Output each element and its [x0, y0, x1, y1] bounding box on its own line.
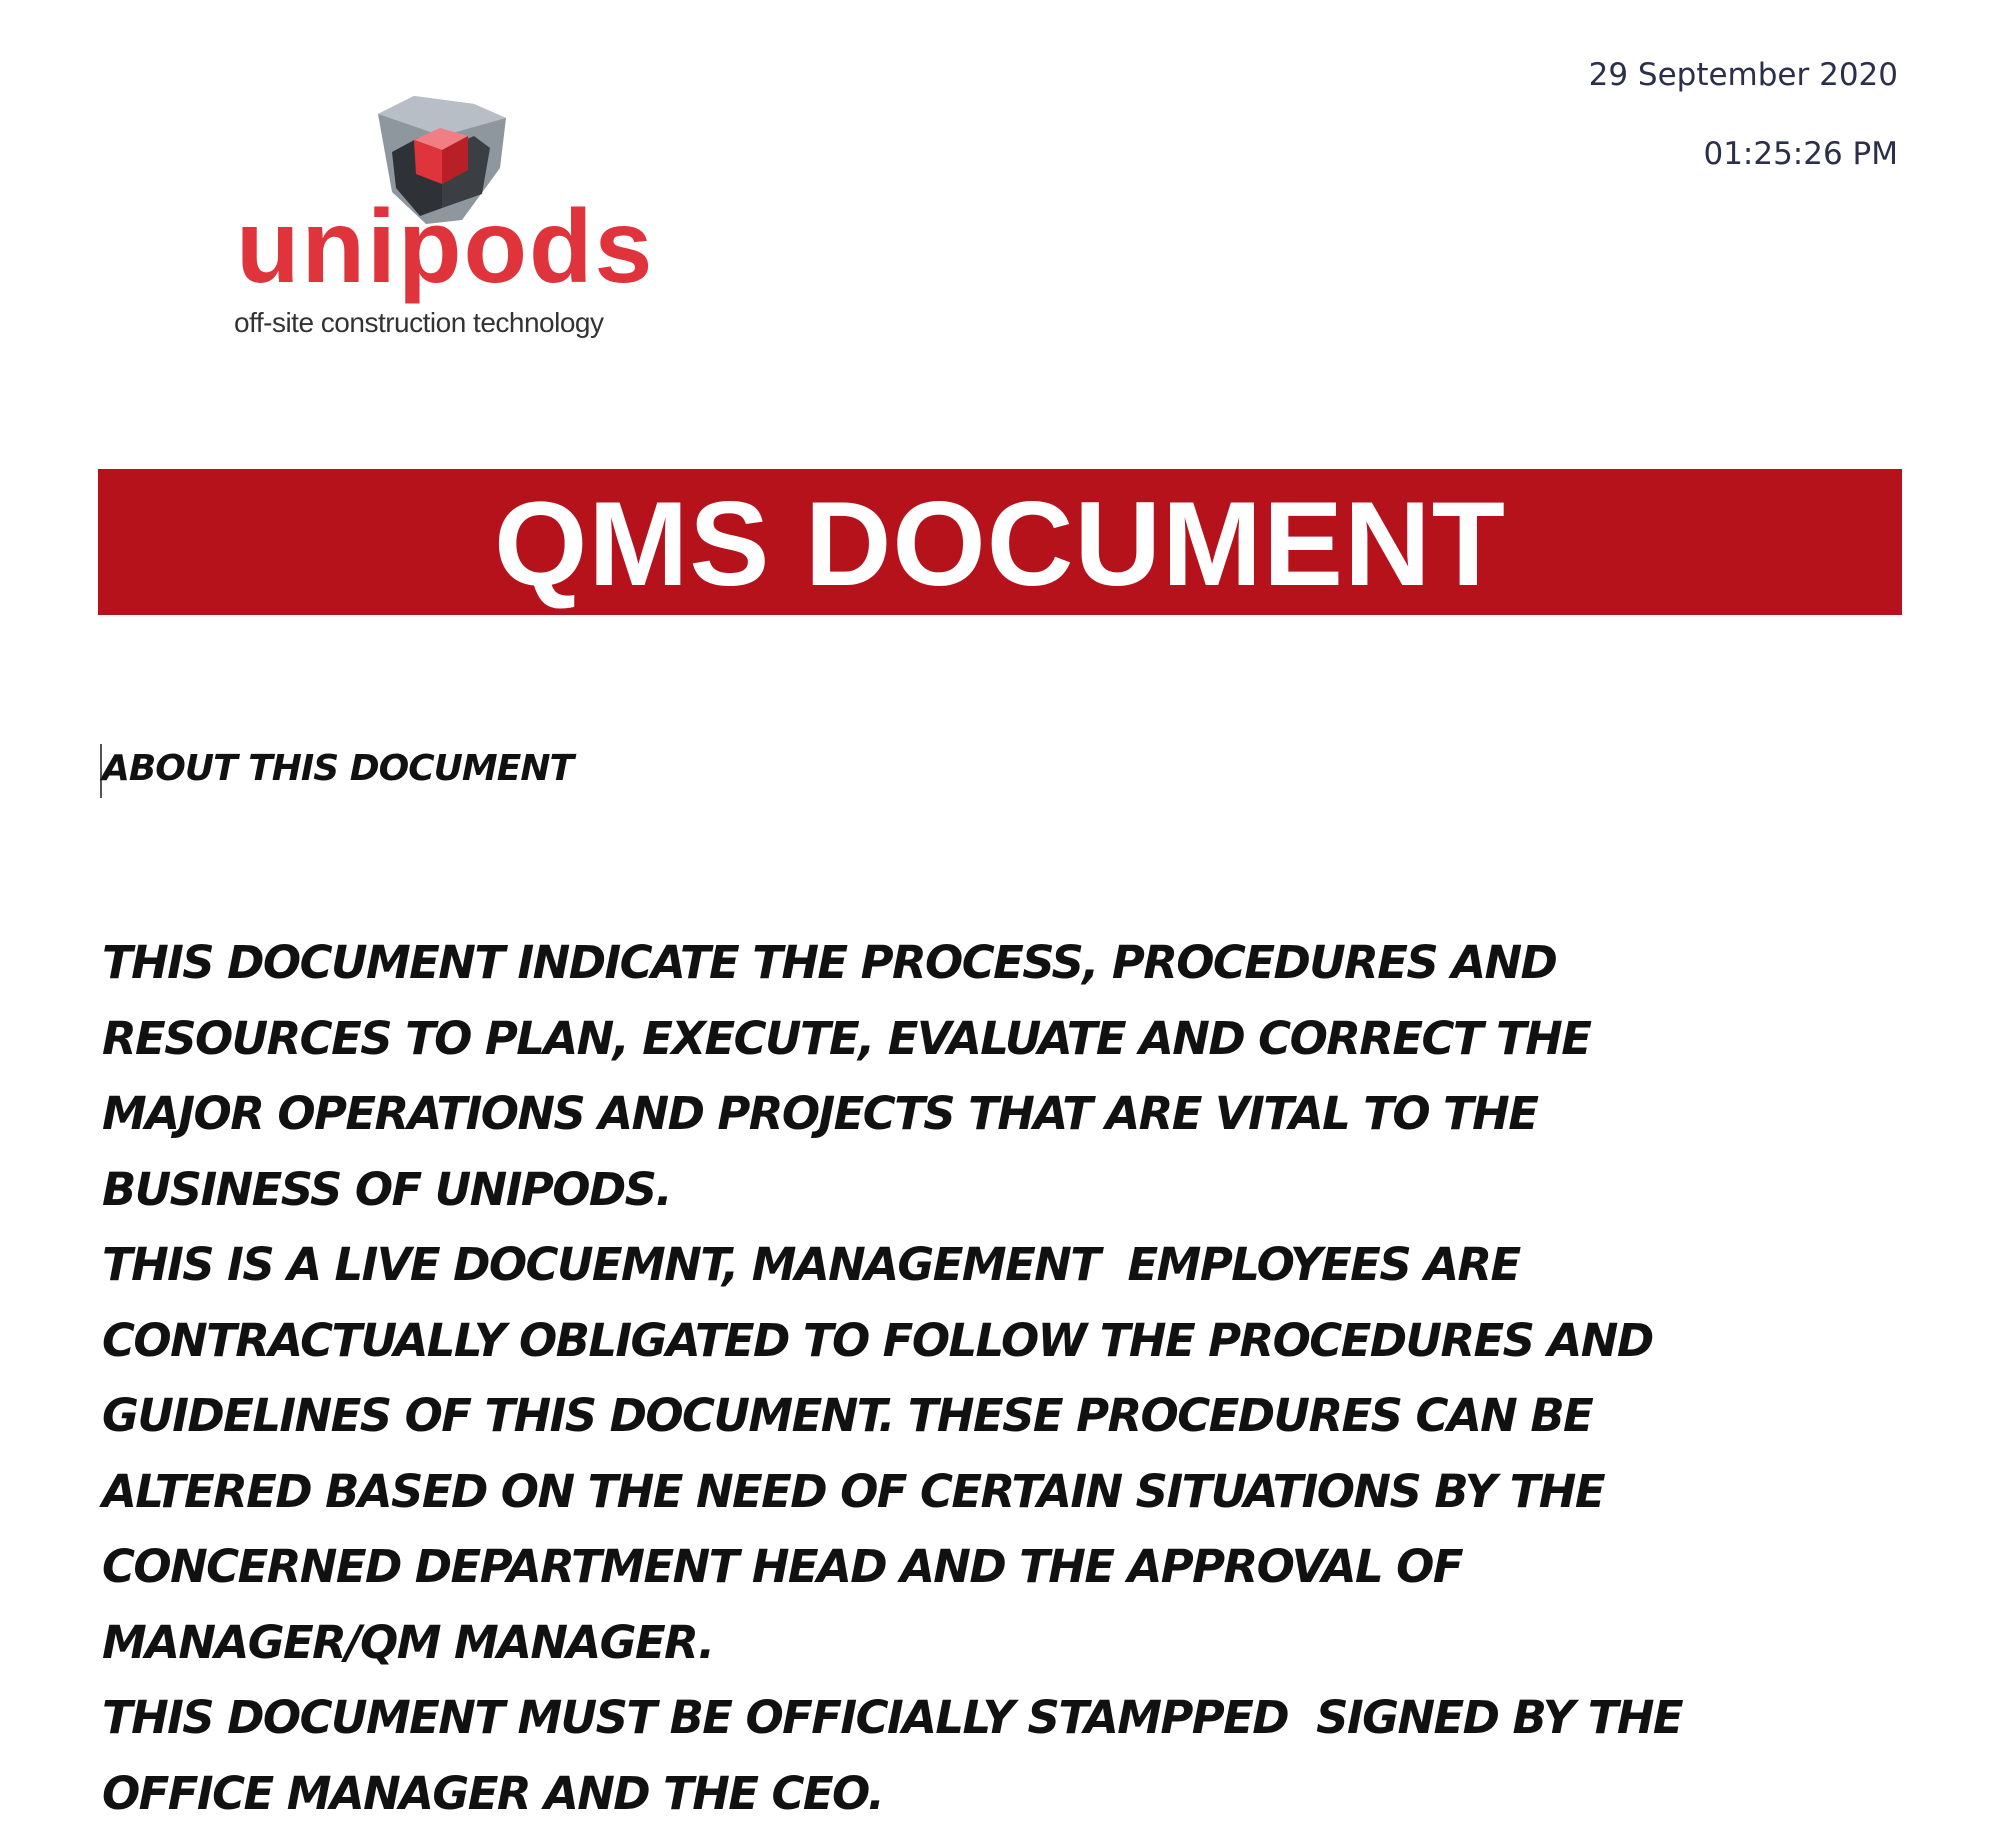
- body-line: OFFICE MANAGER AND THE CEO.: [102, 1756, 1902, 1831]
- logo-wordmark: unipods: [236, 189, 654, 305]
- logo-tagline: off-site construction technology: [234, 307, 604, 338]
- document-date: 29 September 2020: [1589, 60, 1898, 91]
- document-header-datetime: [1589, 60, 1898, 170]
- body-line: CONCERNED DEPARTMENT HEAD AND THE APPROVAL OF: [102, 1529, 1902, 1605]
- unipods-logo-graphic: [230, 92, 650, 352]
- body-line: MAJOR OPERATIONS AND PROJECTS THAT ARE VITAL TO THE: [102, 1076, 1902, 1152]
- section-heading: ABOUT THIS DOCUMENT: [102, 748, 573, 789]
- body-line: CONTRACTUALLY OBLIGATED TO FOLLOW THE PROCEDURES AND: [102, 1303, 1902, 1379]
- banner-title: QMS DOCUMENT: [494, 480, 1506, 604]
- body-line: THIS IS A LIVE DOCUEMNT, MANAGEMENT EMPLOYEES ARE: [102, 1227, 1902, 1303]
- document-time: 01:25:26 PM: [1589, 139, 1898, 170]
- body-line: ALTERED BASED ON THE NEED OF CERTAIN SITUATIONS BY THE: [102, 1454, 1902, 1530]
- body-line: RESOURCES TO PLAN, EXECUTE, EVALUATE AND CORRECT THE: [102, 1001, 1902, 1077]
- body-line: GUIDELINES OF THIS DOCUMENT. THESE PROCEDURES CAN BE: [102, 1378, 1902, 1454]
- body-line: BUSINESS OF UNIPODS.: [102, 1152, 1902, 1228]
- title-banner: [98, 469, 1902, 615]
- body-line: THIS DOCUMENT INDICATE THE PROCESS, PROCEDURES AND: [102, 925, 1902, 1001]
- body-line: THIS DOCUMENT MUST BE OFFICIALLY STAMPPED SIGNED BY THE: [102, 1680, 1902, 1756]
- unipods-logo: [230, 92, 650, 352]
- about-document-body: [102, 925, 1902, 1831]
- body-line: MANAGER/QM MANAGER.: [102, 1605, 1902, 1681]
